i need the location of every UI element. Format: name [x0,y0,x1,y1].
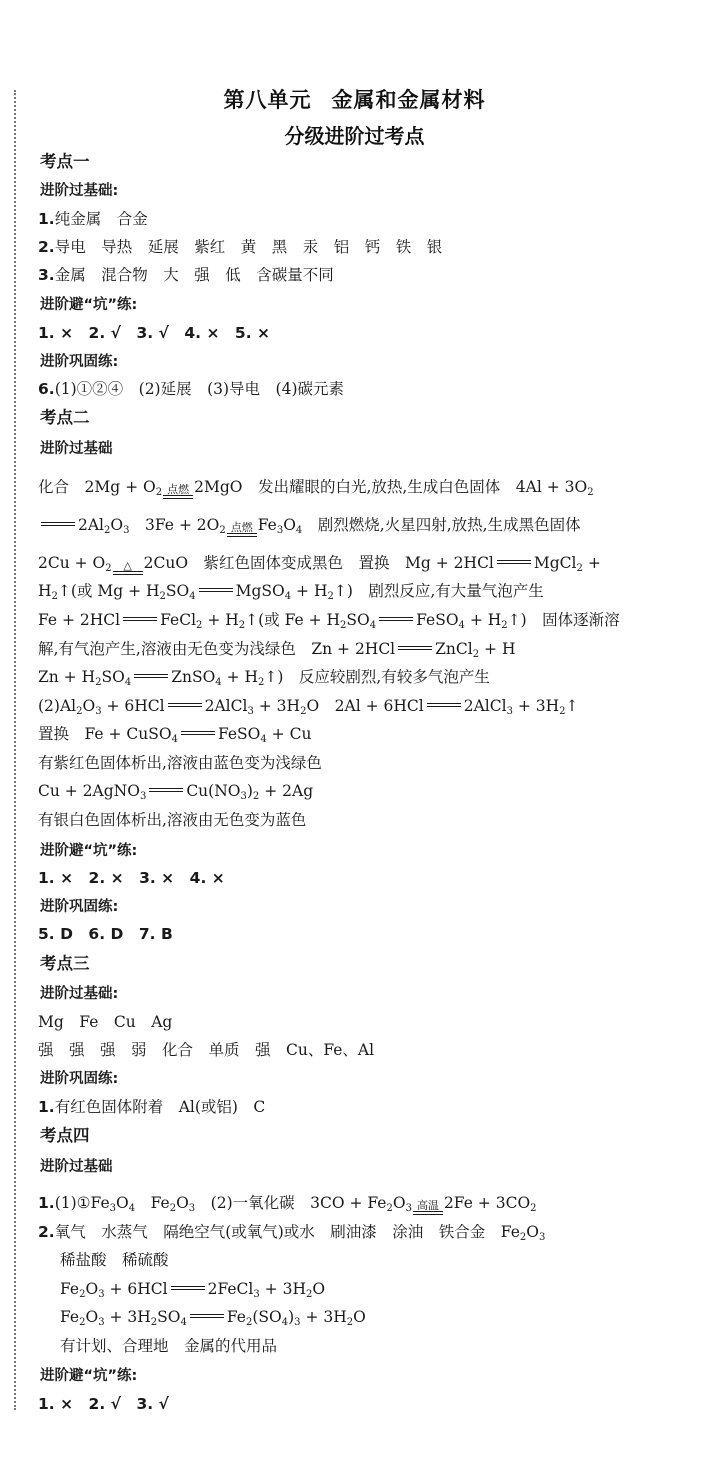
kd2-consolidate-answers: 5. D 6. D 7. B [38,925,173,943]
kd2-pit-heading: 进阶避“坑”练: [40,843,138,859]
reaction-condition-ignite: 点燃 [163,484,193,499]
kd3-answer-metals: Mg Fe Cu Ag [38,1013,173,1031]
kd4-heading: 考点四 [40,1126,90,1145]
kd1-basic-heading: 进阶过基础: [40,183,119,199]
kd2-line-3: $2Cu + O_2$ △ 2CuO 紫红色固体变成黑色 置换 Mg + 2HCl MgCl$_2$ + [38,554,601,574]
kd4-pit-answers: 1. × 2. √ 3. √ [38,1395,169,1413]
kd4-pit-heading: 进阶避“坑”练: [40,1368,138,1384]
kd1-pit-heading: 进阶避“坑”练: [40,297,138,313]
kd3-heading: 考点三 [40,954,90,973]
kd1-answer-3: 3.金属 混合物 大 强 低 含碳量不同 [38,266,334,284]
kd2-basic-heading: 进阶过基础 [40,441,113,457]
kd1-answer-6: 6.(1)①②④ (2)延展 (3)导电 (4)碳元素 [38,380,345,398]
kd2-line-6: 解,有气泡产生,溶液由无色变为浅绿色 Zn + 2HCl ZnCl$_2$ + H [38,640,516,660]
kd2-line-10: 有紫红色固体析出,溶液由蓝色变为浅绿色 [38,754,322,772]
kd2-line-4: $H_2↑$(或 $Mg + H_2SO_4$ MgSO$_4$ + $H_2↑$) 剧烈反应,有大量气泡产生 [38,582,544,602]
kd4-equation-h2so4: $Fe_2O_3 + 3H_2SO_4$ $Fe_2(SO_4)_3 + 3H_2O$ [60,1308,366,1328]
kd4-basic-heading: 进阶过基础 [40,1159,113,1175]
kd1-pit-answers: 1. × 2. √ 3. √ 4. × 5. × [38,324,270,342]
kd3-consolidate-heading: 进阶巩固练: [40,1071,119,1087]
kd4-answer-1: $1.(1)①Fe_3O_4$ $Fe_2O_3$ (2)一氧化碳 $3CO + Fe_2O_3$ 高温 $2Fe + 3CO_2$ [38,1194,537,1214]
kd4-answer-2-protection: 有计划、合理地 金属的代用品 [60,1337,278,1355]
kd2-line-5: Fe + 2HCl FeCl$_2$ + $H_2↑$(或 $Fe + H_2SO_4$ FeSO$_4$ + $H_2↑$) 固体逐渐溶 [38,611,620,631]
kd2-line-7: $Zn + H_2SO_4$ ZnSO$_4$ + $H_2↑$) 反应较剧烈,有较多气泡产生 [38,668,490,688]
kd4-equation-hcl: $Fe_2O_3 + 6HCl$ 2FeCl$_3$ + $3H_2O$ [60,1280,326,1300]
kd2-heading: 考点二 [40,408,90,427]
kd1-answer-1: 1.纯金属 合金 [38,210,148,228]
reaction-condition-high-temp: 高温 [413,1200,443,1215]
kd3-basic-heading: 进阶过基础: [40,986,119,1002]
kd1-heading: 考点一 [40,152,90,171]
kd3-answer-activity: 强 强 强 弱 化合 单质 强 Cu、Fe、Al [38,1041,375,1059]
section-subtitle: 分级进阶过考点 [284,124,425,148]
kd2-line-1: 化合 $2Mg + O_2$ 点燃 2MgO 发出耀眼的白光,放热,生成白色固体 $4Al + 3O_2$ [38,478,594,498]
kd2-pit-answers: 1. × 2. × 3. × 4. × [38,869,225,887]
kd2-line-8: $(2)Al_2O_3 + 6HCl$ 2AlCl$_3$ + $3H_2O$ 2Al + 6HCl 2AlCl$_3$ + $3H_2↑$ [38,697,579,717]
kd1-answer-2: 2.导电 导热 延展 紫红 黄 黑 汞 铝 钙 铁 银 [38,238,443,256]
kd2-line-11: Cu + 2AgNO$_3$ $Cu(NO_3)_2 + 2Ag$ [38,782,314,802]
binding-margin-line [14,90,16,1410]
kd2-line-9: 置换 Fe + CuSO$_4$ FeSO$_4$ + Cu [38,725,312,745]
kd2-line-2: $2Al_2O_3$ $3Fe + 2O_2$ 点燃 $Fe_3O_4$ 剧烈燃烧,火星四射,放热,生成黑色固体 [38,514,581,536]
kd3-answer-1: 1.有红色固体附着 Al(或铝) C [38,1098,266,1116]
kd2-consolidate-heading: 进阶巩固练: [40,899,119,915]
kd1-consolidate-heading: 进阶巩固练: [40,354,119,370]
kd4-answer-2: 2.氧气 水蒸气 隔绝空气(或氧气)或水 刷油漆 涂油 铁合金 $Fe_2O_3$ [38,1223,546,1243]
reaction-condition-heat: △ [113,560,143,575]
unit-title: 第八单元 金属和金属材料 [223,88,486,112]
reaction-condition-ignite: 点燃 [227,522,257,537]
kd2-line-12: 有银白色固体析出,溶液由无色变为蓝色 [38,811,307,829]
kd4-answer-2-acids: 稀盐酸 稀硫酸 [60,1251,169,1269]
